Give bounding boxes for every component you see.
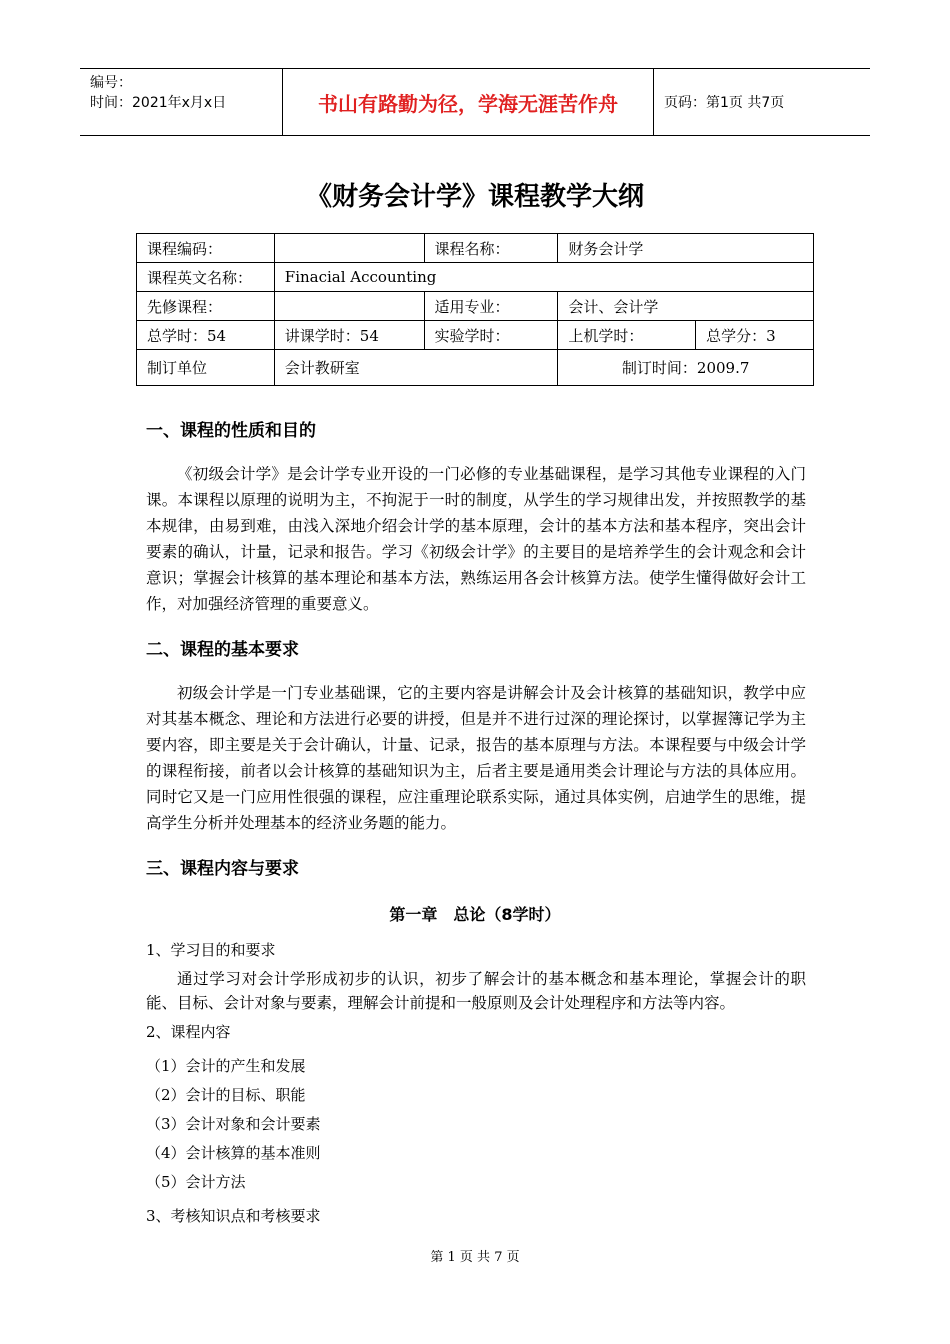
time-label: 时间：2021年x月x日: [90, 95, 227, 111]
table-cell: Finacial Accounting: [274, 263, 813, 292]
table-cell: [274, 292, 424, 321]
section-heading: 三、课程内容与要求: [146, 859, 299, 879]
content-label: 2、课程内容: [146, 1023, 231, 1041]
table-cell: 总学分：3: [696, 321, 814, 350]
table-cell: 财务会计学: [558, 234, 814, 263]
table-row: [137, 350, 814, 386]
table-row: [137, 292, 814, 321]
section-heading: 二、课程的基本要求: [146, 640, 299, 660]
document-header: [80, 68, 870, 136]
table-row: [137, 321, 814, 350]
course-info-table: [136, 233, 814, 386]
table-cell: 适用专业：: [424, 292, 558, 321]
number-label: 编号：: [90, 75, 132, 91]
table-cell: 先修课程：: [137, 292, 275, 321]
page-footer: 第 1 页 共 7 页: [430, 1250, 520, 1265]
table-cell: 讲课学时：54: [274, 321, 424, 350]
goal-label: 1、学习目的和要求: [146, 941, 276, 959]
table-cell: 会计、会计学: [558, 292, 814, 321]
chapter-title: 第一章 总论（8学时）: [389, 905, 561, 924]
paragraph: 《初级会计学》是会计学专业开设的一门必修的专业基础课程，是学习其他专业课程的入门课。本课程以原理的说明为主，不拘泥于一时的制度，从学生的学习规律出发，并按照教学的基本规律，由易到难，由浅入深地介绍会计学的基本原理，会计的基本方法和基本程序，突出会计要素的确认，计量，记录和报告。学习《初级会计学》的主要目的是培养学生的会计观念和会计意识；掌握会计核算的基本理论和基本方法，熟练运用各会计核算方法。使学生懂得做好会计工作，对加强经济管理的重要意义。: [146, 465, 806, 613]
table-row: [137, 234, 814, 263]
header-meta: [80, 69, 282, 135]
table-cell: [274, 234, 424, 263]
table-cell: 上机学时：: [558, 321, 696, 350]
page-title: 《财务会计学》课程教学大纲: [305, 182, 644, 212]
page-info: 页码：第1页 共7页: [664, 95, 785, 111]
motto-text: 书山有路勤为径，学海无涯苦作舟: [318, 91, 618, 116]
list-item: （1）会计的产生和发展: [146, 1057, 306, 1075]
table-cell: 制订时间：2009.7: [558, 350, 814, 386]
section-heading: 一、课程的性质和目的: [146, 421, 316, 441]
table-row: [137, 263, 814, 292]
exam-label: 3、考核知识点和考核要求: [146, 1207, 321, 1225]
table-cell: 课程英文名称：: [137, 263, 275, 292]
list-item: （3）会计对象和会计要素: [146, 1115, 321, 1133]
list-item: （4）会计核算的基本准则: [146, 1144, 321, 1162]
header-motto-cell: [282, 69, 654, 135]
paragraph: 初级会计学是一门专业基础课，它的主要内容是讲解会计及会计核算的基础知识，教学中应对其基本概念、理论和方法进行必要的讲授，但是并不进行过深的理论探讨，以掌握簿记学为主要内容，即主要是关于会计确认，计量、记录，报告的基本原理与方法。本课程要与中级会计学的课程衔接，前者以会计核算的基础知识为主，后者主要是通用类会计理论与方法的具体应用。同时它又是一门应用性很强的课程，应注重理论联系实际，通过具体实例，启迪学生的思维，提高学生分析并处理基本的经济业务题的能力。: [146, 684, 806, 832]
table-cell: 课程编码：: [137, 234, 275, 263]
table-cell: 课程名称：: [424, 234, 558, 263]
table-cell: 总学时：54: [137, 321, 275, 350]
table-cell: 制订单位: [137, 350, 275, 386]
list-item: （5）会计方法: [146, 1173, 246, 1191]
table-cell: 实验学时：: [424, 321, 558, 350]
list-item: （2）会计的目标、职能: [146, 1086, 306, 1104]
table-cell: 会计教研室: [274, 350, 558, 386]
goal-text: 通过学习对会计学形成初步的认识，初步了解会计的基本概念和基本理论，掌握会计的职能、目标、会计对象与要素，理解会计前提和一般原则及会计处理程序和方法等内容。: [146, 970, 806, 1012]
